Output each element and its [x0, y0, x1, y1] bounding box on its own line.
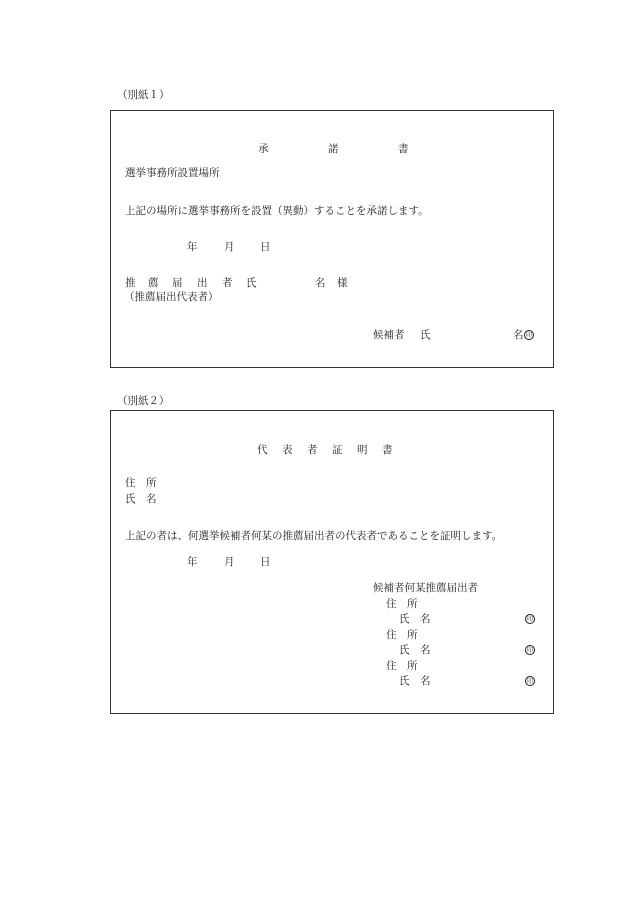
- issuer-address-label: 住 所: [386, 629, 418, 641]
- name-label: 氏 名: [125, 493, 157, 505]
- issuer-name-label: 氏 名: [399, 644, 431, 656]
- issuer-address-label: 住 所: [386, 598, 418, 610]
- representative-certificate: [110, 410, 554, 714]
- seal-mark: 印: [526, 647, 533, 654]
- issuer-name-label: 氏 名: [399, 613, 431, 625]
- certificate-statement: 上記の者は、何選挙候補者何某の推薦届出者の代表者であることを証明します。: [125, 530, 503, 542]
- candidate-name-char: 氏: [420, 329, 431, 341]
- title-char: 明: [357, 444, 368, 456]
- title-char: 表: [282, 444, 293, 456]
- consent-form-title: [111, 141, 553, 153]
- recommender-char: 様: [337, 277, 348, 289]
- title-char: 書: [398, 143, 409, 155]
- title-char: 代: [257, 444, 268, 456]
- recommender-char: 届: [172, 277, 183, 289]
- appendix-label-2: （別紙２）: [117, 395, 170, 407]
- title-char: 者: [307, 444, 318, 456]
- seal-icon: [525, 645, 535, 656]
- recommender-char: 者: [222, 277, 233, 289]
- date-month: 月: [224, 556, 235, 568]
- seal-icon: [524, 330, 534, 341]
- address-label: 住 所: [125, 477, 157, 489]
- seal-mark: 印: [525, 332, 532, 339]
- recommender-char: 推: [125, 277, 136, 289]
- title-char: 証: [332, 444, 343, 456]
- candidate-name-char: 名: [513, 329, 524, 341]
- consent-form: [110, 110, 554, 368]
- date-year: 年: [187, 241, 198, 253]
- recommender-subtitle: （推薦届出代表者）: [124, 291, 219, 303]
- office-location-label: 選挙事務所設置場所: [125, 167, 220, 179]
- title-char: 諾: [328, 143, 339, 155]
- certificate-title: [111, 442, 553, 454]
- seal-icon: [525, 614, 535, 625]
- recommender-char: 氏: [246, 277, 257, 289]
- issuer-heading: 候補者何某推薦届出者: [373, 582, 478, 594]
- date-day: 日: [260, 241, 271, 253]
- recommender-char: 出: [197, 277, 208, 289]
- date-day: 日: [260, 556, 271, 568]
- candidate-label: 候補者: [373, 329, 405, 341]
- recommender-char: 薦: [148, 277, 159, 289]
- recommender-char: 名: [315, 277, 326, 289]
- issuer-address-label: 住 所: [386, 660, 418, 672]
- title-char: 承: [258, 143, 269, 155]
- seal-icon: [525, 676, 535, 687]
- appendix-label-1: （別紙１）: [117, 89, 170, 101]
- seal-mark: 印: [526, 616, 533, 623]
- consent-statement: 上記の場所に選挙事務所を設置（異動）することを承諾します。: [125, 205, 429, 217]
- date-month: 月: [224, 241, 235, 253]
- date-year: 年: [187, 556, 198, 568]
- title-char: 書: [382, 444, 393, 456]
- seal-mark: 印: [526, 678, 533, 685]
- issuer-name-label: 氏 名: [399, 675, 431, 687]
